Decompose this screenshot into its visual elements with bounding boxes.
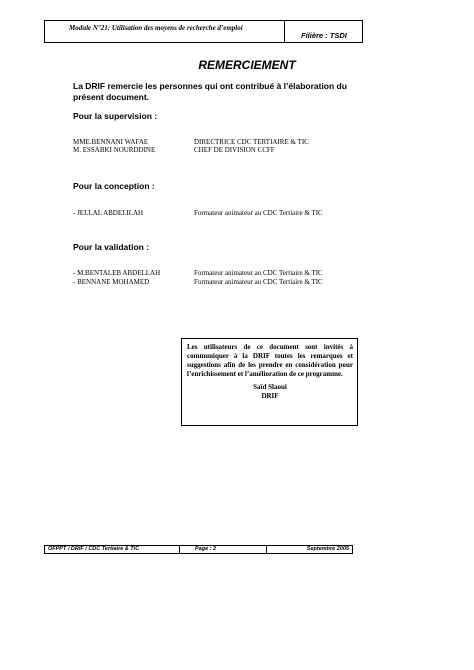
validation-heading: Pour la validation : [73,242,150,252]
signature-name: Saïd Slaoui [253,383,287,391]
page-header [44,20,363,43]
footer-org: OFPPT / DRIF / CDC Tertiaire & TIC [45,546,180,553]
header-module-title: Module N°21: Utilisation des moyens de recherche d’emploi [45,21,285,42]
person-role: Formateur animateur au CDC Tertiaire & TIC [194,209,323,217]
page-footer [44,545,353,554]
header-filiere: Filière : TSDI [301,31,347,40]
person-name: M. ESSABKI NOURDDINE [73,146,156,154]
page-title: REMERCIEMENT [198,58,296,72]
person-name: - BENNANE MOHAMED [73,278,150,286]
person-role: Formateur animateur au CDC Tertiaire & TIC [194,278,323,286]
notice-signature [187,383,353,401]
notice-box [181,338,358,426]
person-name: - JELLAL ABDELILAH [73,209,144,217]
intro-paragraph: La DRIF remercie les personnes qui ont contribué à l’élaboration du présent document. [73,81,347,102]
footer-page-number: Page : 2 [180,546,267,553]
person-name: - M.BENTALEB ABDELLAH [73,269,161,277]
person-role: CHEF DE DIVISION CCFF [194,146,275,154]
person-role: Formateur animateur au CDC Tertiaire & TIC [194,269,323,277]
person-name: MME.BENNANI WAFAE [73,138,149,146]
footer-date: Septembre 2005 [306,546,349,552]
conception-heading: Pour la conception : [73,181,155,191]
person-role: DIRECTRICE CDC TERTIAIRE & TIC [194,138,309,146]
supervision-heading: Pour la supervision : [73,111,158,121]
signature-org: DRIF [261,392,279,400]
notice-text: Les utilisateurs de ce document sont invités à communiquer à la DRIF toutes les remarques et suggestions afin de les prendre en considération pour l’enrichissement et l’amélioration de ce programme. [187,343,353,378]
